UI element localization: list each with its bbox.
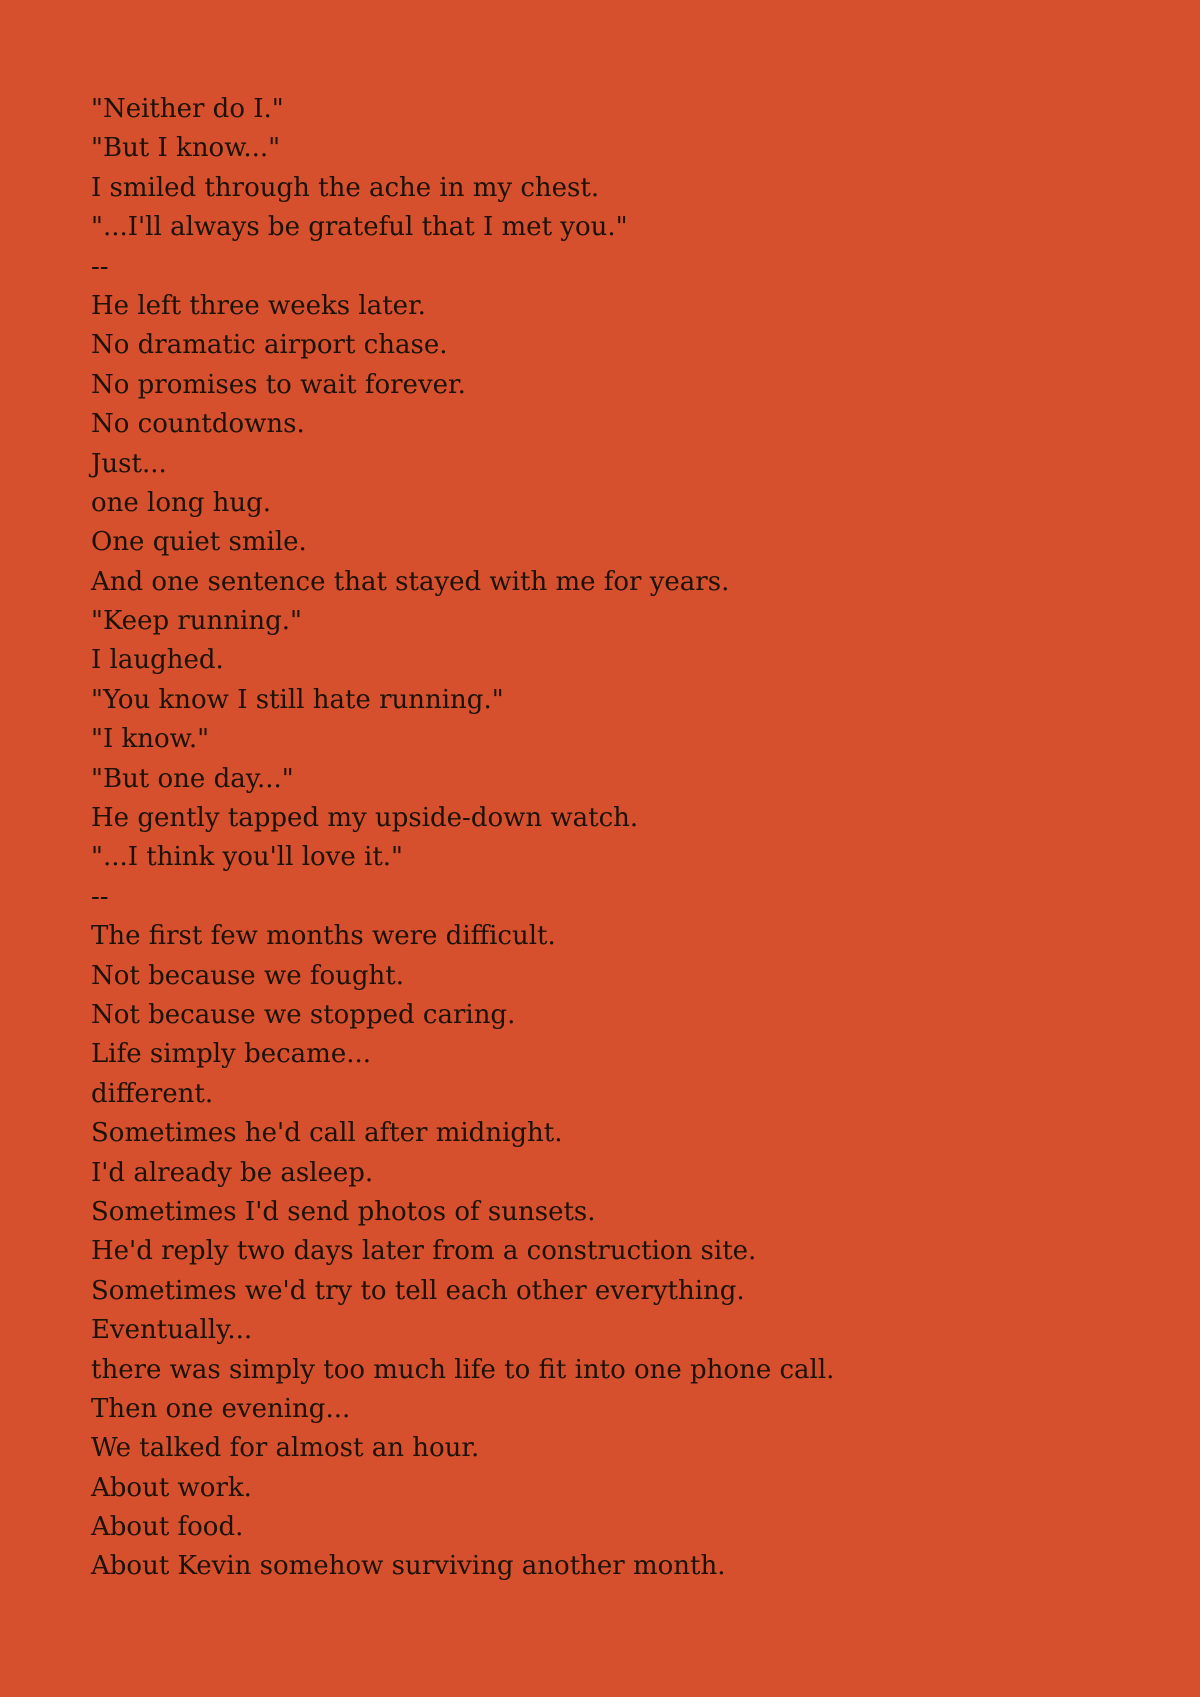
story-text bbox=[91, 90, 1140, 1587]
text-line: one long hug. bbox=[91, 487, 272, 518]
text-line: No countdowns. bbox=[91, 409, 305, 440]
section-divider: -- bbox=[91, 881, 109, 912]
text-line: About food. bbox=[91, 1512, 244, 1543]
text-line: "You know I still hate running." bbox=[91, 684, 504, 715]
text-line: Not because we stopped caring. bbox=[91, 999, 516, 1030]
text-line: He left three weeks later. bbox=[91, 290, 426, 321]
text-line: About work. bbox=[91, 1472, 252, 1503]
text-line: Sometimes he'd call after midnight. bbox=[91, 1118, 563, 1149]
text-line: And one sentence that stayed with me for years. bbox=[91, 566, 730, 597]
text-line: The first few months were difficult. bbox=[91, 921, 556, 952]
text-line: Not because we fought. bbox=[91, 960, 404, 991]
text-line: "But one day..." bbox=[91, 763, 294, 794]
section-divider: -- bbox=[91, 251, 109, 282]
text-line: there was simply too much life to fit into one phone call. bbox=[91, 1354, 835, 1385]
text-line: "Neither do I." bbox=[91, 94, 284, 124]
text-line: "I know." bbox=[91, 724, 210, 755]
text-line: No dramatic airport chase. bbox=[91, 330, 448, 361]
text-line: "...I think you'll love it." bbox=[91, 842, 403, 873]
text-line: "...I'll always be grateful that I met you." bbox=[91, 212, 628, 243]
text-line: Just... bbox=[91, 448, 167, 479]
text-line: "But I know..." bbox=[91, 133, 281, 164]
text-line: Sometimes we'd try to tell each other everything. bbox=[91, 1275, 745, 1306]
text-line: Life simply became... bbox=[91, 1039, 372, 1070]
text-line: We talked for almost an hour. bbox=[91, 1433, 480, 1464]
text-line: I smiled through the ache in my chest. bbox=[91, 172, 600, 203]
text-line: Eventually... bbox=[91, 1315, 253, 1346]
text-line: He'd reply two days later from a construction site. bbox=[91, 1236, 757, 1267]
text-line: I'd already be asleep. bbox=[91, 1157, 374, 1188]
text-line: different. bbox=[91, 1078, 214, 1109]
text-line: About Kevin somehow surviving another month. bbox=[91, 1551, 726, 1582]
text-line: Then one evening... bbox=[91, 1393, 351, 1424]
text-line: He gently tapped my upside-down watch. bbox=[91, 803, 639, 834]
text-line: One quiet smile. bbox=[91, 527, 307, 558]
text-line: I laughed. bbox=[91, 645, 224, 676]
text-line: "Keep running." bbox=[91, 606, 302, 637]
text-line: No promises to wait forever. bbox=[91, 369, 466, 400]
text-line: Sometimes I'd send photos of sunsets. bbox=[91, 1196, 596, 1227]
